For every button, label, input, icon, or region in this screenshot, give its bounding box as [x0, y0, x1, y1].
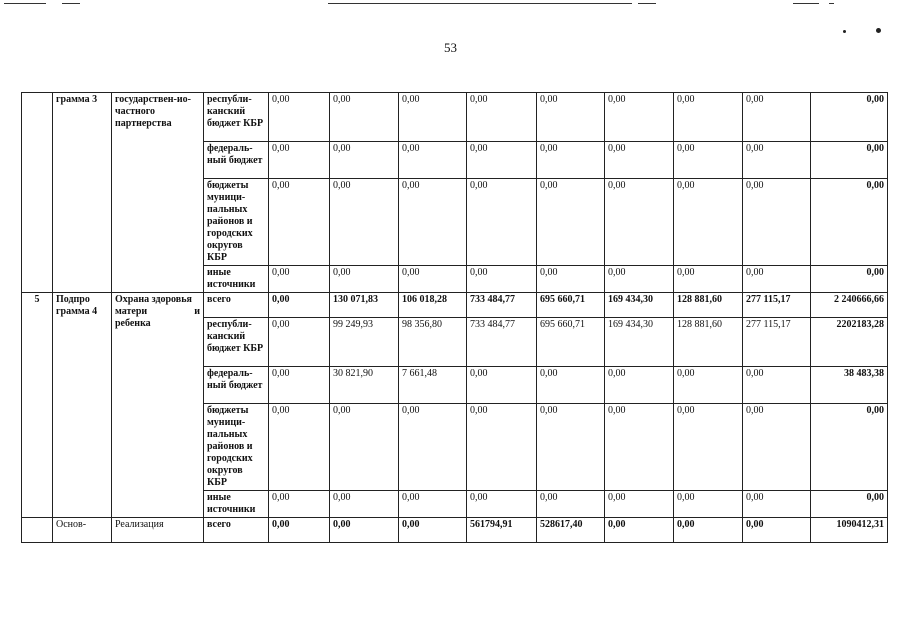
value-cell: 0,00	[537, 142, 605, 179]
header-rule	[62, 3, 80, 4]
value-cell: 0,00	[537, 93, 605, 142]
value-cell: 0,00	[537, 404, 605, 491]
scan-speck	[876, 28, 881, 33]
value-cell: 0,00	[537, 266, 605, 293]
value-cell: 0,00	[743, 93, 811, 142]
program-name-word: и	[194, 306, 200, 317]
value-cell: 0,00	[605, 93, 674, 142]
value-cell: 695 660,71	[537, 293, 605, 318]
funding-source: республи-канский бюджет КБР	[204, 93, 269, 142]
value-cell: 0,00	[467, 179, 537, 266]
funding-source: всего	[204, 293, 269, 318]
program-name-line: Охрана здоровья	[115, 294, 192, 305]
funding-source: иные источники	[204, 491, 269, 518]
total-cell: 1090412,31	[811, 518, 888, 543]
value-cell: 0,00	[330, 491, 399, 518]
value-cell: 277 115,17	[743, 293, 811, 318]
value-cell: 0,00	[743, 404, 811, 491]
value-cell: 0,00	[605, 367, 674, 404]
value-cell: 106 018,28	[399, 293, 467, 318]
value-cell: 99 249,93	[330, 318, 399, 367]
header-rule	[829, 3, 834, 4]
program-label: грамма 3	[53, 93, 112, 293]
total-cell: 38 483,38	[811, 367, 888, 404]
value-cell: 0,00	[467, 266, 537, 293]
value-cell: 0,00	[743, 142, 811, 179]
total-cell: 2202183,28	[811, 318, 888, 367]
scan-speck	[843, 30, 846, 33]
value-cell: 0,00	[674, 367, 743, 404]
funding-source: бюджеты муници-пальных районов и городских округов КБР	[204, 179, 269, 266]
row-number	[22, 93, 53, 293]
value-cell: 0,00	[399, 93, 467, 142]
value-cell: 0,00	[269, 518, 330, 543]
value-cell: 0,00	[399, 179, 467, 266]
value-cell: 128 881,60	[674, 293, 743, 318]
value-cell: 0,00	[467, 367, 537, 404]
value-cell: 0,00	[330, 404, 399, 491]
value-cell: 733 484,77	[467, 293, 537, 318]
funding-source: иные источники	[204, 266, 269, 293]
value-cell: 0,00	[743, 518, 811, 543]
value-cell: 130 071,83	[330, 293, 399, 318]
value-cell: 0,00	[269, 491, 330, 518]
value-cell: 0,00	[605, 518, 674, 543]
program-label: Подпро грамма 4	[53, 293, 112, 518]
value-cell: 0,00	[537, 179, 605, 266]
funding-source: всего	[204, 518, 269, 543]
budget-table	[21, 92, 888, 543]
value-cell: 0,00	[605, 179, 674, 266]
program-name-word: матери	[115, 306, 148, 317]
value-cell: 0,00	[674, 93, 743, 142]
total-cell: 0,00	[811, 266, 888, 293]
value-cell: 0,00	[269, 93, 330, 142]
value-cell: 98 356,80	[399, 318, 467, 367]
value-cell: 7 661,48	[399, 367, 467, 404]
value-cell: 0,00	[399, 266, 467, 293]
value-cell: 0,00	[467, 491, 537, 518]
header-rule	[793, 3, 819, 4]
value-cell: 0,00	[674, 179, 743, 266]
value-cell: 0,00	[605, 142, 674, 179]
value-cell: 733 484,77	[467, 318, 537, 367]
total-cell: 0,00	[811, 142, 888, 179]
table-row	[22, 93, 888, 142]
value-cell: 0,00	[743, 179, 811, 266]
value-cell: 0,00	[674, 491, 743, 518]
value-cell: 695 660,71	[537, 318, 605, 367]
value-cell: 0,00	[674, 266, 743, 293]
value-cell: 0,00	[605, 266, 674, 293]
total-cell: 2 240666,66	[811, 293, 888, 318]
value-cell: 0,00	[605, 491, 674, 518]
value-cell: 0,00	[269, 318, 330, 367]
funding-source: федераль-ный бюджет	[204, 142, 269, 179]
funding-source: бюджеты муници-пальных районов и городских округов КБР	[204, 404, 269, 491]
program-name-line	[115, 306, 200, 318]
header-rule	[638, 3, 656, 4]
header-rule	[4, 3, 46, 4]
funding-source: республи-канский бюджет КБР	[204, 318, 269, 367]
program-name: Реализация	[112, 518, 204, 543]
program-name-line: ребенка	[115, 318, 151, 329]
value-cell: 128 881,60	[674, 318, 743, 367]
value-cell: 169 434,30	[605, 293, 674, 318]
value-cell: 0,00	[269, 142, 330, 179]
total-cell: 0,00	[811, 93, 888, 142]
value-cell: 528617,40	[537, 518, 605, 543]
value-cell: 0,00	[269, 404, 330, 491]
program-name: государствен-ио-частного партнерства	[112, 93, 204, 293]
value-cell: 0,00	[743, 491, 811, 518]
value-cell: 0,00	[330, 142, 399, 179]
total-cell: 0,00	[811, 491, 888, 518]
value-cell: 0,00	[330, 93, 399, 142]
value-cell: 0,00	[269, 266, 330, 293]
value-cell: 0,00	[269, 293, 330, 318]
total-cell: 0,00	[811, 404, 888, 491]
value-cell: 0,00	[674, 518, 743, 543]
value-cell: 0,00	[674, 142, 743, 179]
value-cell: 0,00	[399, 404, 467, 491]
value-cell: 0,00	[399, 518, 467, 543]
value-cell: 169 434,30	[605, 318, 674, 367]
table-row	[22, 518, 888, 543]
value-cell: 30 821,90	[330, 367, 399, 404]
value-cell: 0,00	[467, 142, 537, 179]
value-cell: 0,00	[269, 367, 330, 404]
row-number: 5	[22, 293, 53, 518]
value-cell: 0,00	[467, 404, 537, 491]
value-cell: 0,00	[467, 93, 537, 142]
program-label: Основ-	[53, 518, 112, 543]
value-cell: 0,00	[330, 179, 399, 266]
value-cell: 0,00	[399, 491, 467, 518]
value-cell: 0,00	[330, 518, 399, 543]
value-cell: 277 115,17	[743, 318, 811, 367]
value-cell: 0,00	[537, 367, 605, 404]
value-cell: 0,00	[743, 367, 811, 404]
value-cell: 0,00	[674, 404, 743, 491]
funding-source: федераль-ный бюджет	[204, 367, 269, 404]
value-cell: 0,00	[537, 491, 605, 518]
program-name-cell	[112, 293, 204, 518]
value-cell: 0,00	[605, 404, 674, 491]
value-cell: 0,00	[330, 266, 399, 293]
page-number: 53	[444, 40, 457, 55]
total-cell: 0,00	[811, 179, 888, 266]
value-cell: 561794,91	[467, 518, 537, 543]
value-cell: 0,00	[269, 179, 330, 266]
row-number	[22, 518, 53, 543]
value-cell: 0,00	[743, 266, 811, 293]
table-row	[22, 293, 888, 318]
value-cell: 0,00	[399, 142, 467, 179]
header-rule	[328, 3, 632, 4]
